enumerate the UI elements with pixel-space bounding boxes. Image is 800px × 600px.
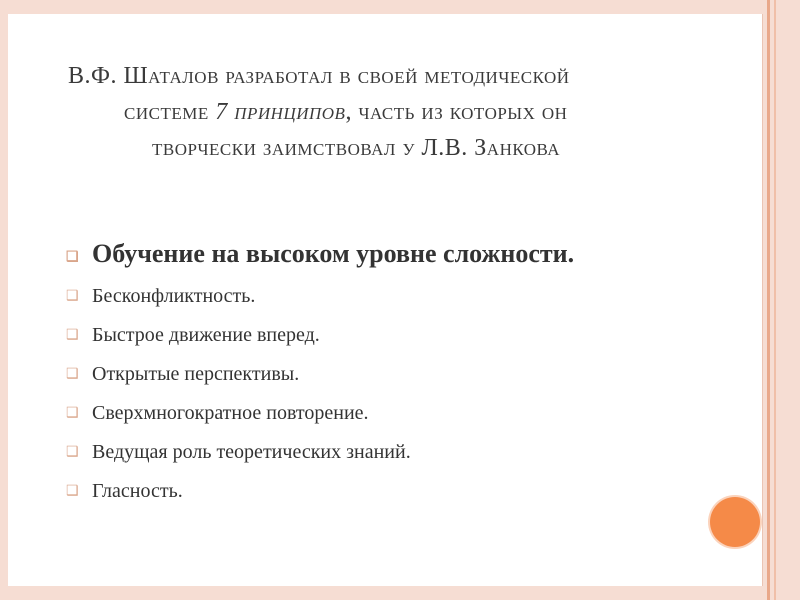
- accent-circle: [710, 497, 760, 547]
- list-item: [66, 438, 726, 477]
- principles-list: [66, 234, 726, 516]
- bullet-box-icon: ❑: [66, 250, 79, 265]
- bullet-box-icon: ❑: [66, 406, 79, 421]
- list-item-text: Гласность.: [92, 480, 183, 502]
- list-item: [66, 321, 726, 360]
- bullet-box-icon: ❑: [66, 484, 79, 499]
- frame-top: [0, 0, 800, 14]
- bullet-box-icon: ❑: [66, 289, 79, 304]
- title-emphasis: 7 принципов: [215, 99, 346, 125]
- title-line-1: В.Ф. Шаталов разработал в своей методической: [68, 63, 570, 89]
- list-item-text: Бесконфликтность.: [92, 285, 256, 307]
- frame-right-line-inner: [774, 0, 776, 600]
- title-line-2-start: системе: [124, 99, 216, 125]
- title-line-2: [40, 94, 740, 130]
- frame-bottom: [0, 586, 800, 600]
- title-line-3: творчески заимствовал у Л.В. Занкова: [152, 135, 561, 161]
- list-item-text: Быстрое движение вперед.: [92, 324, 320, 346]
- bullet-box-icon: ❑: [66, 367, 79, 382]
- list-item: [66, 234, 726, 282]
- list-item-text: Обучение на высоком уровне сложности.: [92, 239, 575, 268]
- list-item: [66, 477, 726, 516]
- list-item: [66, 399, 726, 438]
- list-item-text: Сверхмногократное повторение.: [92, 402, 369, 424]
- list-item: [66, 282, 726, 321]
- list-item: [66, 360, 726, 399]
- slide-title: [40, 58, 740, 166]
- bullet-box-icon: ❑: [66, 328, 79, 343]
- list-item-text: Открытые перспективы.: [92, 363, 300, 385]
- frame-right-line: [767, 0, 770, 600]
- title-line-2-end: , часть из которых он: [345, 99, 568, 125]
- frame-left: [0, 0, 8, 600]
- bullet-box-icon: ❑: [66, 445, 79, 460]
- list-item-text: Ведущая роль теоретических знаний.: [92, 441, 411, 463]
